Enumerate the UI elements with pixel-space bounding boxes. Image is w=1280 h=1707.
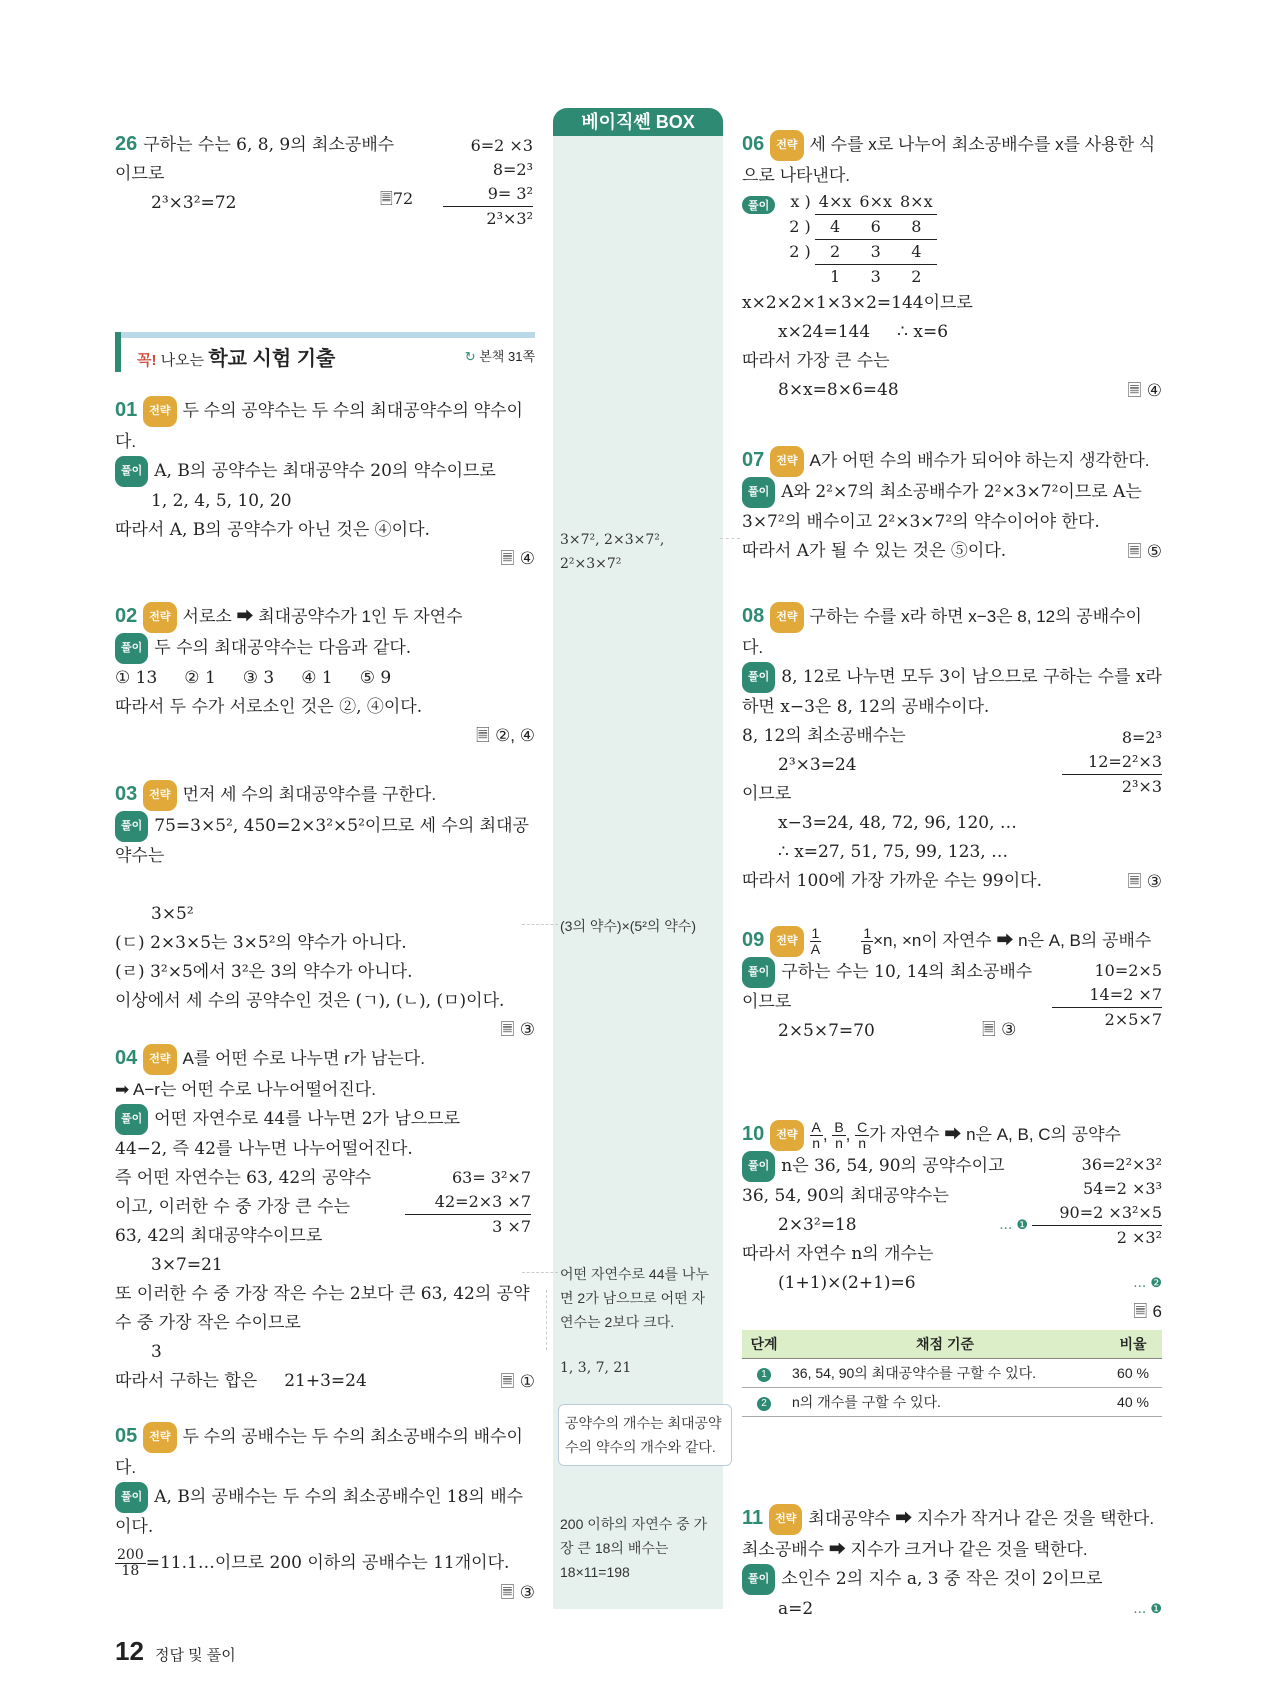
section-ref (465, 346, 535, 365)
cell: 2 (911, 267, 922, 286)
line: 3 (151, 1342, 162, 1362)
calc-line: 42=2×3 ×7 (405, 1190, 531, 1215)
ratio: 40 % (1104, 1388, 1162, 1417)
answer-value: 72 (392, 189, 414, 208)
cell: 1 (829, 267, 841, 286)
answer-value: ④ (1146, 381, 1162, 400)
strategy-text: 서로소 ➡ 최대공약수가 1인 두 자연수 (182, 607, 463, 626)
strategy-badge: 전략 (770, 926, 803, 957)
ladder-row (785, 265, 936, 290)
calc-line: 8=2³ (492, 160, 533, 179)
divisor: 2 ) (789, 242, 811, 261)
calc-line: 14=2 ×7 (1052, 983, 1162, 1008)
strategy-text: 최소공배수 ➡ 지수가 크거나 같은 것을 택한다. (742, 1540, 1088, 1559)
calc-line: 63= 3²×7 (451, 1168, 531, 1187)
line: 어떤 자연수로 44를 나누면 2가 남으므로 (154, 1109, 461, 1129)
line: (ㄷ) 2×3×5는 3×5²의 약수가 아니다. (115, 933, 407, 953)
problem-09 (742, 926, 1162, 1046)
line: 8, 12의 최소공배수는 (742, 726, 906, 746)
answer: 🗏 ④ (500, 549, 535, 569)
strategy-badge: 전략 (770, 1120, 803, 1151)
calc-line: 2³×3 (1121, 777, 1162, 796)
problem-07 (742, 446, 1162, 566)
solution-badge: 풀이 (115, 1482, 148, 1513)
solution-badge: 풀이 (115, 456, 148, 487)
grading-row (742, 1388, 1162, 1417)
header-cell: 채점 기준 (786, 1330, 1104, 1359)
line: x−3=24, 48, 72, 96, 120, … (778, 813, 1017, 833)
answer-value: ④ (519, 549, 535, 568)
section-header (115, 332, 535, 372)
numerator: 200 (117, 1547, 144, 1563)
problem-number: 01 (115, 399, 138, 421)
strategy-text: A를 어떤 수로 나누면 r가 남는다. (182, 1049, 425, 1068)
leader-line (522, 924, 558, 925)
grading-row (742, 1359, 1162, 1388)
line: 따라서 구하는 합은 21+3=24 (115, 1371, 367, 1391)
answer: 🗏 ③ (500, 1020, 535, 1040)
calc-line: 36=2²×3² (1081, 1155, 1162, 1175)
answer: 🗏 ③ (500, 1583, 535, 1603)
line: (1+1)×(2+1)=6 (778, 1273, 916, 1294)
solution-badge: 풀이 (115, 811, 148, 842)
line: 2³×3=24 (778, 755, 857, 775)
strategy-text: ➡ A−r는 어떤 수로 나누어떨어진다. (115, 1080, 376, 1099)
line: 2³×3²=72 (151, 193, 237, 213)
box-note: 어떤 자연수로 44를 나누면 2가 남으므로 어떤 자연수는 2보다 크다. (560, 1266, 709, 1330)
leader-line (720, 538, 740, 539)
criterion: n의 개수를 구할 수 있다. (786, 1388, 1104, 1417)
line: 3×7=21 (151, 1255, 223, 1275)
denominator: n (835, 1135, 843, 1152)
problem-04 (115, 1044, 535, 1396)
line: 이므로 (115, 164, 165, 184)
problem-06 (742, 130, 1162, 405)
answer: 🗏 ① (500, 1372, 535, 1392)
line: ① 13 ② 1 ③ 3 ④ 1 ⑤ 9 (115, 668, 392, 688)
fraction (115, 1548, 146, 1579)
calc-line: 12=2²×3 (1062, 750, 1162, 775)
answer-value: ① (519, 1372, 535, 1391)
denominator: n (858, 1135, 867, 1152)
fraction (810, 1120, 823, 1151)
line: x×24=144 ∴ x=6 (778, 322, 949, 342)
section-ref-text: 본책 31쪽 (479, 349, 535, 364)
cell: 4×x (815, 190, 856, 215)
strategy-badge: 전략 (143, 602, 176, 633)
line: 또 이러한 수 중 가장 작은 수는 2보다 큰 63, 42의 공약수 중 가장 작은 수이므로 (115, 1284, 530, 1333)
header-cell: 비율 (1104, 1330, 1162, 1359)
problem-11 (742, 1504, 1162, 1624)
answer-value: ③ (519, 1583, 535, 1602)
basic-box-column (553, 116, 723, 1609)
numerator: A (811, 1119, 821, 1136)
divisor: x ) (790, 192, 811, 212)
answer-value: ③ (1146, 872, 1162, 891)
line: A, B의 공배수는 두 수의 최소공배수인 18의 배수이다. (115, 1487, 524, 1537)
denominator: A (810, 941, 821, 958)
calc-line: 90=2 ×3²×5 (1032, 1201, 1162, 1226)
divisor: 2 ) (789, 217, 811, 236)
page-number: 12 (115, 1636, 144, 1666)
grading-header (742, 1330, 1162, 1359)
line: 63, 42의 최대공약수이므로 (115, 1226, 323, 1246)
problem-01 (115, 396, 535, 573)
line: ∴ x=27, 51, 75, 99, 123, … (778, 842, 1009, 862)
problem-number: 07 (742, 449, 765, 471)
calc-line: 10=2×5 (1094, 961, 1162, 981)
fraction (810, 926, 822, 957)
answer: 🗏 ④ (1127, 381, 1162, 401)
grading-table (742, 1330, 1162, 1417)
solution-badge: 풀이 (742, 957, 775, 988)
leader-line (522, 1272, 558, 1273)
strategy-text: 가 자연수 ➡ n은 A, B, C의 공약수 (869, 1125, 1121, 1144)
calc-line: 8=2³ (1121, 728, 1162, 747)
problem-02 (115, 602, 535, 750)
line: 따라서 두 수가 서로소인 것은 ②, ④이다. (115, 697, 423, 717)
line: 구하는 수는 6, 8, 9의 최소공배수 (143, 135, 395, 155)
calc-line: 3 ×7 (492, 1217, 531, 1236)
numerator: B (834, 1119, 844, 1136)
strategy-badge: 전략 (770, 130, 803, 161)
line: (ㄹ) 3²×5에서 3²은 3의 약수가 아니다. (115, 962, 413, 982)
divisor (785, 265, 815, 290)
line: 따라서 가장 큰 수는 (742, 351, 890, 371)
box-note: (3의 약수)×(5²의 약수) (560, 918, 696, 934)
step-number: 1 (757, 1368, 771, 1382)
fraction (832, 1120, 845, 1151)
factorization (1032, 1153, 1162, 1250)
strategy-badge: 전략 (770, 446, 803, 477)
line: 이고, 이러한 수 중 가장 큰 수는 (115, 1197, 350, 1217)
line: A, B의 공약수는 최대공약수 20의 약수이므로 (154, 461, 496, 481)
section-title: 학교 시험 기출 (208, 348, 336, 370)
cell: 8 (896, 215, 937, 240)
line: 소인수 2의 지수 a, 3 중 작은 것이 2이므로 (781, 1569, 1103, 1589)
calc-line: 2³×3² (486, 209, 533, 228)
numerator: C (857, 1119, 868, 1136)
answer-value: ③ (1001, 1020, 1017, 1040)
solution-badge: 풀이 (742, 1151, 775, 1182)
strategy-badge: 전략 (143, 396, 176, 427)
section-pre: 나오는 (160, 352, 205, 369)
problem-number: 26 (115, 133, 138, 155)
answer-value: ③ (519, 1020, 535, 1039)
line: 따라서 A가 될 수 있는 것은 ⑤이다. (742, 541, 1007, 561)
cell: 3 (855, 240, 896, 265)
strategy-text: A가 어떤 수의 배수가 되어야 하는지 생각한다. (809, 451, 1150, 470)
calc-line: 6=2 ×3 (470, 136, 533, 155)
header-cell: 단계 (742, 1330, 786, 1359)
strategy-text: 먼저 세 수의 최대공약수를 구한다. (182, 785, 437, 804)
strategy-text: 두 수의 공배수는 두 수의 최소공배수의 배수이다. (115, 1427, 523, 1477)
strategy-badge: 전략 (769, 1504, 802, 1535)
cell: 4 (896, 240, 937, 265)
answer: 🗏 ⑤ (1127, 542, 1162, 562)
box-note: 1, 3, 7, 21 (560, 1360, 632, 1376)
solution-badge: 풀이 (115, 633, 148, 664)
denominator: n (812, 1135, 821, 1152)
problem-number: 03 (115, 783, 138, 805)
line: 이상에서 세 수의 공약수인 것은 (ㄱ), (ㄴ), (ㅁ)이다. (115, 991, 505, 1011)
cell: 2 (815, 240, 856, 265)
line: A와 2²×7의 최소공배수가 2²×3×7²이므로 A는 3×7²의 배수이고 2²×3×7²의 약수이어야 한다. (742, 482, 1142, 532)
calc-line: 2×5×7 (1104, 1010, 1162, 1030)
line: 구하는 수는 10, 14의 최소공배수이므로 (742, 962, 1033, 1013)
solution-badge: 풀이 (742, 662, 775, 693)
answer: 🗏 ③ (1127, 872, 1162, 892)
factorization (443, 134, 533, 231)
problem-number: 11 (742, 1507, 764, 1529)
line: 8, 12로 나누면 모두 3이 남으므로 구하는 수를 x라 하면 x−3은 8, 12의 공배수이다. (742, 667, 1162, 717)
basic-box-title: 베이직쎈 BOX (553, 108, 723, 136)
line: 이므로 (742, 784, 792, 804)
answer: 🗏 ③ (982, 1020, 1017, 1041)
line: 두 수의 최대공약수는 다음과 같다. (154, 638, 412, 658)
problem-number: 09 (742, 929, 765, 951)
problem-05 (115, 1422, 535, 1607)
line: 2×5×7=70 (778, 1021, 875, 1042)
box-note: 3×7², 2×3×7², 2²×3×7² (560, 532, 665, 572)
numerator: 1 (811, 925, 820, 942)
strategy-text: 세 수를 x로 나누어 최소공배수를 x를 사용한 식으로 나타낸다. (742, 135, 1156, 185)
line: 2×3²=18 (778, 1215, 857, 1236)
strategy-badge: 전략 (143, 1422, 176, 1453)
fraction (861, 926, 873, 957)
line: 75=3×5², 450=2×3²×5²이므로 세 수의 최대공약수는 (115, 816, 529, 866)
solution-badge: 풀이 (742, 196, 775, 214)
line: 3×5² (151, 904, 194, 924)
line: 즉 어떤 자연수는 63, 42의 공약수 (115, 1168, 372, 1188)
answer: 🗏 ②, ④ (475, 726, 535, 746)
line: 1, 2, 4, 5, 10, 20 (151, 491, 292, 511)
strategy-text: ×n, ×n이 자연수 ➡ n은 A, B의 공배수 (873, 931, 1152, 950)
calc-line: 54=2 ×3³ (1082, 1179, 1162, 1199)
cell: 6 (855, 215, 896, 240)
problem-10: 10 전략 $\frac{A}{n}$, $\frac{B}{n}$, $\frac{C}{n}$가 자연수 ➡ n은 A, B, C의 공약수 풀이 n은 36, 54, 90의 공약수이고 36, 54, 90의 최대공약수는 2×3²=18 … ❶ 따라서 자연수 n의 개수는 (1+1)×(2+1)=6 … ❷ 36=2²×3² 54=2 ×3³ 90=2 ×3²×5 2 ×3² 🗏 6 단계 채점 기준 비율 1 36, 54, 90의 최대공약수를 구할 수 있다. 60 % 2 n의 개수를 구할 수 있다. 40 % (742, 1120, 1162, 1417)
line: n은 36, 54, 90의 공약수이고 36, 54, 90의 최대공약수는 (742, 1156, 1005, 1207)
ratio: 60 % (1104, 1359, 1162, 1388)
denominator: B (862, 941, 872, 958)
line: =11.1…이므로 200 이하의 공배수는 11개이다. (145, 1553, 510, 1573)
cell: 8×x (896, 190, 937, 215)
section-tag: 꼭! (137, 352, 157, 369)
strategy-text: 구하는 수를 x라 하면 x−3은 8, 12의 공배수이다. (742, 607, 1142, 657)
numerator: 1 (863, 925, 872, 942)
problem-number: 04 (115, 1047, 138, 1069)
factorization (1062, 726, 1162, 799)
footer-label: 정답 및 풀이 (155, 1647, 236, 1664)
line: 8×x=8×6=48 (778, 380, 899, 400)
line: 44−2, 즉 42를 나누면 나누어떨어진다. (115, 1139, 413, 1159)
cell: 6×x (855, 190, 896, 215)
fraction (855, 1120, 869, 1151)
answer-value: ②, ④ (495, 726, 535, 745)
answer: 🗏 6 (1133, 1302, 1162, 1323)
ladder-row (785, 240, 936, 265)
division-ladder (785, 190, 936, 289)
problem-03 (115, 780, 535, 1044)
line: x×2×2×1×3×2=144이므로 (742, 293, 973, 313)
solution-badge: 풀이 (115, 1104, 148, 1135)
box-note: 200 이하의 자연수 중 가장 큰 18의 배수는 18×11=198 (560, 1516, 708, 1580)
refresh-icon: ↻ (464, 349, 476, 364)
problem-number: 10 (742, 1123, 765, 1145)
problem-number: 05 (115, 1425, 138, 1447)
problem-number: 08 (742, 605, 765, 627)
line: 따라서 A, B의 공약수가 아닌 것은 ④이다. (115, 520, 430, 540)
answer: 🗏72 (380, 189, 414, 208)
answer-value: ⑤ (1146, 542, 1162, 561)
solution-badge: 풀이 (742, 477, 775, 508)
factorization (1052, 959, 1162, 1032)
criterion: 36, 54, 90의 최대공약수를 구할 수 있다. (786, 1359, 1104, 1388)
cell: 4 (815, 215, 856, 240)
strategy-text: 최대공약수 ➡ 지수가 작거나 같은 것을 택한다. (808, 1509, 1155, 1528)
strategy-badge: 전략 (143, 780, 176, 811)
strategy-badge: 전략 (770, 602, 803, 633)
step-number: 2 (757, 1397, 771, 1411)
step-marker: … ❷ (1133, 1276, 1162, 1292)
line: 따라서 자연수 n의 개수는 (742, 1244, 934, 1265)
denominator: 18 (121, 1563, 140, 1579)
problem-number: 06 (742, 133, 765, 155)
calc-line: 2 ×3² (1116, 1228, 1162, 1248)
box-note-card: 공약수의 개수는 최대공약수의 약수의 개수와 같다. (558, 1404, 732, 1466)
solution-badge: 풀이 (742, 1564, 775, 1595)
calc-line: 9= 3² (443, 182, 533, 207)
leader-line (546, 1290, 547, 1350)
strategy-badge: 전략 (143, 1044, 176, 1075)
answer-value: 6 (1152, 1302, 1162, 1322)
ladder-row (785, 215, 936, 240)
step-marker: … ❶ (999, 1218, 1028, 1234)
line: 따라서 100에 가장 가까운 수는 99이다. (742, 871, 1042, 891)
ladder-row (785, 190, 936, 215)
factorization (405, 1166, 531, 1239)
line: a=2 (778, 1599, 814, 1619)
cell: 3 (870, 267, 881, 286)
step-marker: … ❶ (1133, 1602, 1162, 1617)
problem-number: 02 (115, 605, 138, 627)
strategy-text: 두 수의 공약수는 두 수의 최대공약수의 약수이다. (115, 401, 523, 451)
problem-08 (742, 602, 1162, 896)
